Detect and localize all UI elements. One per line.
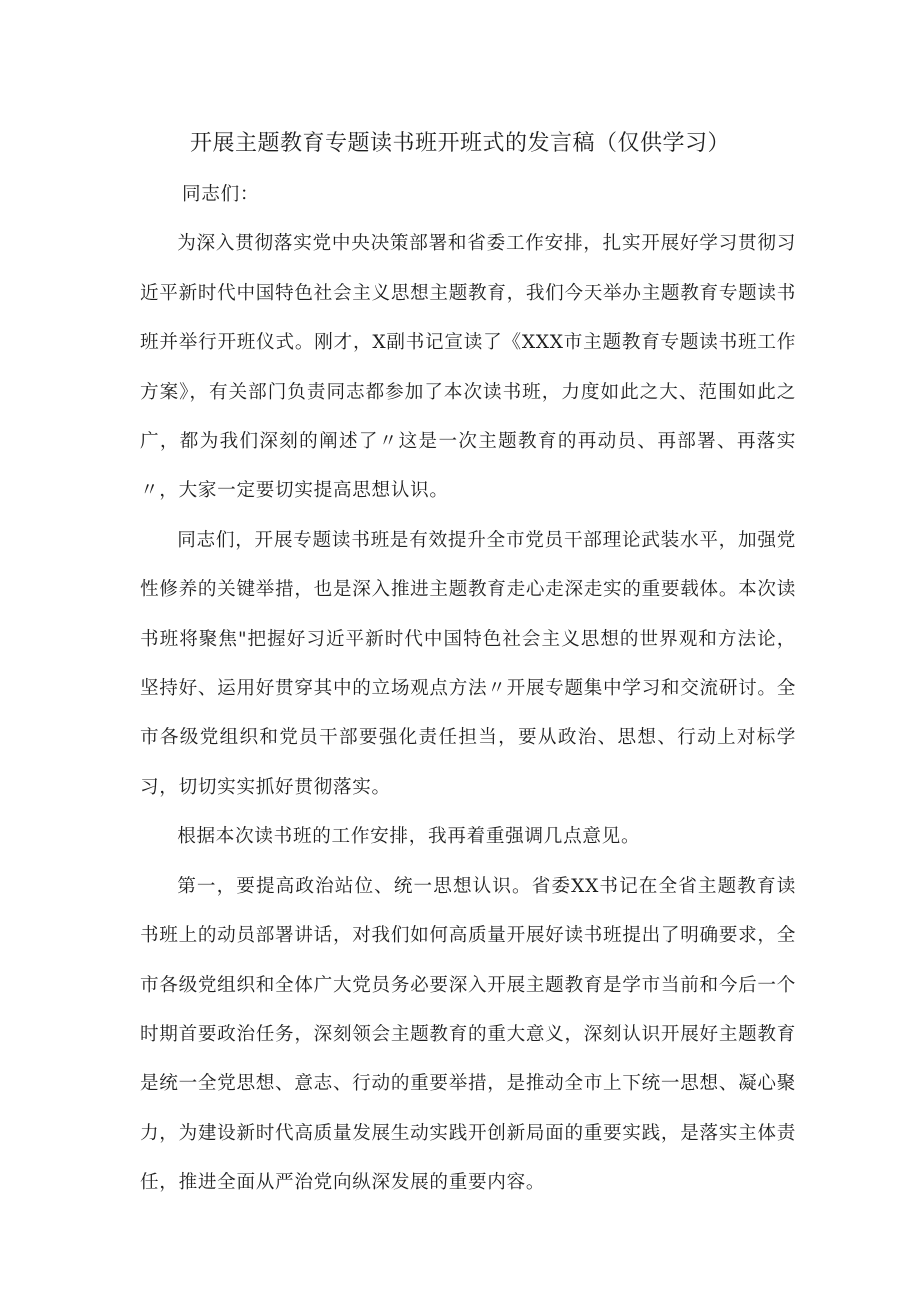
- paragraph: 为深入贯彻落实党中央决策部署和省委工作安排，扎实开展好学习贯彻习近平新时代中国特色社会主义思想主题教育，我们今天举办主题教育专题读书班并举行开班仪式。刚才，X副书记宣读了《XXX市主题教育专题读书班工作方案》，有关部门负责同志都参加了本次读书班，力度如此之大、范围如此之广，都为我们深刻的阐述了〃这是一次主题教育的再动员、再部署、再落实〃，大家一定要切实提高思想认识。: [140, 233, 796, 502]
- salutation: 同志们：: [182, 184, 260, 205]
- document-title: 开展主题教育专题读书班开班式的发言稿（仅供学习）: [189, 131, 730, 156]
- document-body: [140, 170, 796, 1208]
- paragraph: 同志们，开展专题读书班是有效提升全市党员干部理论武装水平，加强党性修养的关键举措，也是深入推进主题教育走心走深走实的重要载体。本次读书班将聚焦"把握好习近平新时代中国特色社会主义思想的世界观和方法论，坚持好、运用好贯穿其中的立场观点方法〃开展专题集中学习和交流研讨。全市各级党组织和党员干部要强化责任担当，要从政治、思想、行动上对标学习，切切实实抓好贯彻落实。: [140, 529, 796, 798]
- paragraph: 第一，要提高政治站位、统一思想认识。省委XX书记在全省主题教育读书班上的动员部署讲话，对我们如何高质量开展好读书班提出了明确要求，全市各级党组织和全体广大党员务必要深入开展主题教育是学市当前和今后一个时期首要政治任务，深刻领会主题教育的重大意义，深刻认识开展好主题教育是统一全党思想、意志、行动的重要举措，是推动全市上下统一思想、凝心聚力，为建设新时代高质量发展生动实践开创新局面的重要实践，是落实主体责任，推进全面从严治党向纵深发展的重要内容。: [140, 875, 796, 1194]
- paragraph: 根据本次读书班的工作安排，我再着重强调几点意见。: [177, 826, 641, 848]
